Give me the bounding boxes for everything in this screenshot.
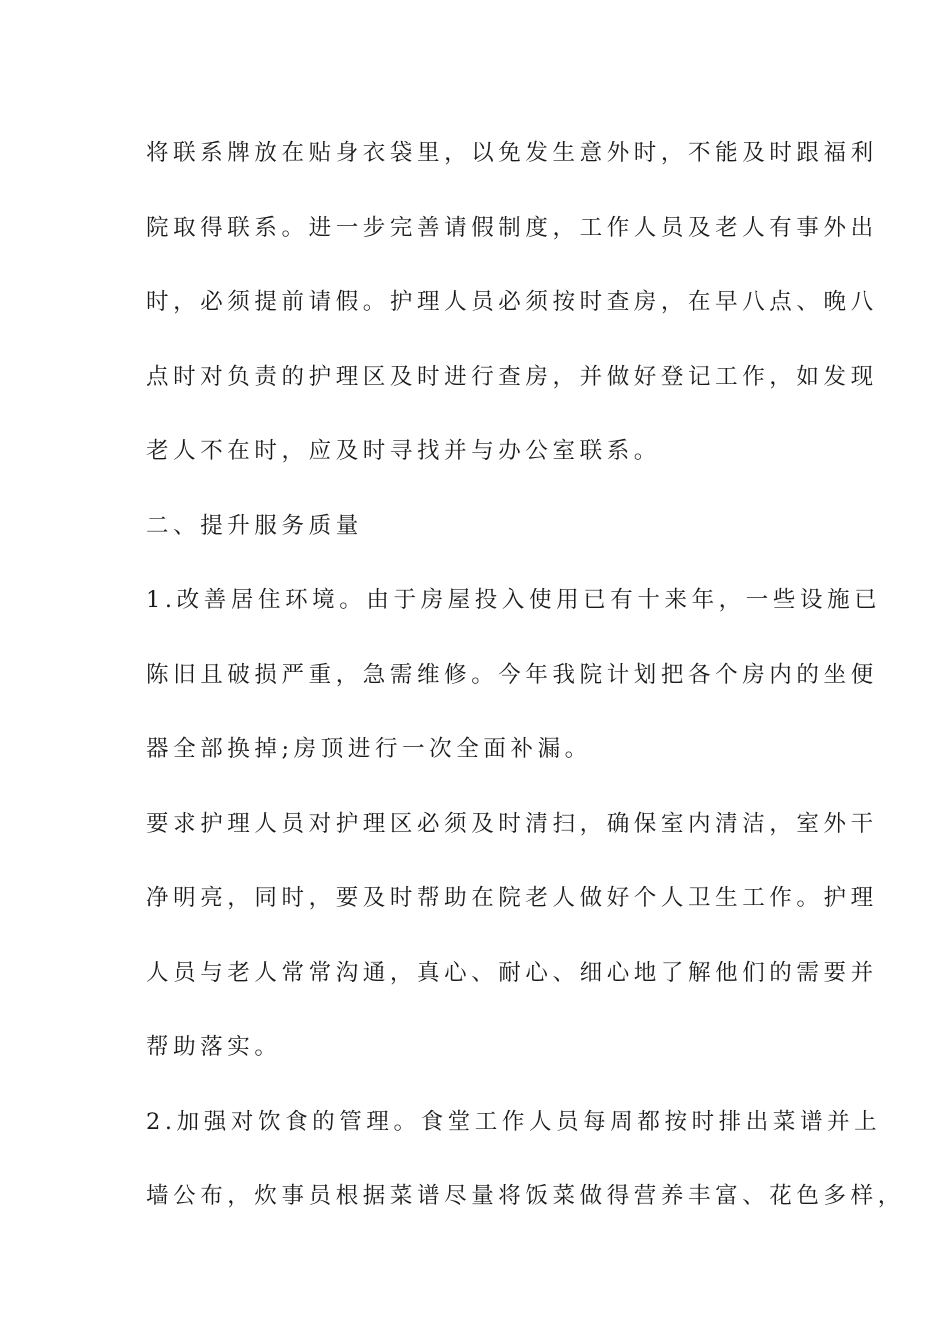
text-line: 时，必须提前请假。护理人员必须按时查房，在早八点、晚八 [146,289,878,315]
body-text [146,130,905,1248]
section-heading: 二、提升服务质量 [146,512,363,539]
text-line: 将联系牌放在贴身衣袋里，以免发生意外时，不能及时跟福利 [146,140,878,166]
text-line: 陈旧且破损严重，急需维修。今年我院计划把各个房内的坐便 [146,661,878,688]
text-line: 院取得联系。进一步完善请假制度，工作人员及老人有事外出 [146,214,878,241]
text-line: 净明亮，同时，要及时帮助在院老人做好个人卫生工作。护理 [146,885,878,911]
text-line: 点时对负责的护理区及时进行查房，并做好登记工作，如发现 [146,363,878,390]
text-line: 2.加强对饮食的管理。食堂工作人员每周都按时排出菜谱并上 [146,1108,882,1135]
text-line: 墙公布，炊事员根据菜谱尽量将饭菜做得营养丰富、花色多样， [146,1183,905,1209]
text-line: 老人不在时，应及时寻找并与办公室联系。 [146,438,661,464]
text-line: 要求护理人员对护理区必须及时清扫，确保室内清洁，室外干 [146,810,878,837]
text-line: 人员与老人常常沟通，真心、耐心、细心地了解他们的需要并 [146,959,878,986]
text-line: 器全部换掉;房顶进行一次全面补漏。 [146,736,592,762]
text-line: 1.改善居住环境。由于房屋投入使用已有十来年，一些设施已 [146,587,882,613]
text-line: 帮助落实。 [146,1034,282,1060]
